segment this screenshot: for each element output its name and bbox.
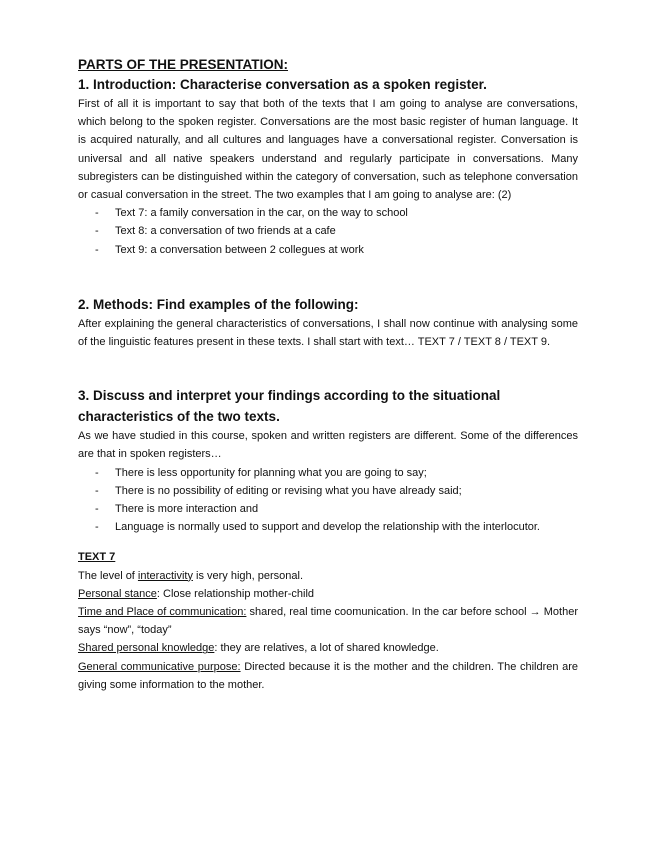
list-item-text: Language is normally used to support and develop the relationship with the interlocutor.	[115, 521, 540, 534]
text7-time-after: shared, real time coomunication. In the car before school → Mother says “now”, “today”	[78, 606, 578, 637]
text7-time	[78, 603, 578, 639]
list-item	[78, 222, 578, 240]
bullet-dash: -	[95, 466, 99, 479]
text7-knowledge	[78, 639, 578, 657]
bullet-dash: -	[95, 225, 99, 238]
text7-purpose	[78, 658, 578, 694]
bullet-dash: -	[95, 243, 99, 256]
list-item-text: There is less opportunity for planning what you are going to say;	[115, 466, 427, 479]
section-1-list	[78, 204, 578, 259]
text7-interactivity-after: is very high, personal.	[192, 569, 304, 582]
text7-heading-label: TEXT 7	[78, 551, 116, 564]
bullet-dash: -	[95, 207, 99, 220]
section-3-list	[78, 464, 578, 537]
section-3-heading: 3. Discuss and interpret your findings according to the situational characteristics of the two texts.	[78, 388, 501, 425]
list-item	[78, 500, 578, 518]
text7-time-term: Time and Place of communication:	[78, 606, 247, 619]
list-item	[78, 482, 578, 500]
text7-stance-after: : Close relationship mother-child	[156, 587, 315, 600]
text7-purpose-term: General communicative purpose:	[78, 660, 241, 673]
text7-knowledge-after: : they are relatives, a lot of shared knowledge.	[214, 642, 439, 655]
section-2-heading: 2. Methods: Find examples of the following:	[78, 296, 359, 312]
text7-purpose-after: Directed because it is the mother and the children. The children are giving some information to the mother.	[78, 660, 578, 691]
spacer	[78, 259, 578, 294]
section-2-paragraph: After explaining the general characteristics of conversations, I shall now continue with analysing some of the linguistic features present in these texts. I shall start with text… TEXT 7 / TEXT 8 / TEXT 9.	[78, 317, 578, 349]
bullet-dash: -	[95, 521, 99, 534]
bullet-dash: -	[95, 503, 99, 516]
list-item	[78, 204, 578, 222]
document-title: PARTS OF THE PRESENTATION:	[78, 57, 289, 72]
spacer	[78, 351, 578, 385]
list-item-text: Text 9: a conversation between 2 collegues at work	[115, 243, 364, 256]
list-item-text: There is no possibility of editing or revising what you have already said;	[115, 484, 462, 497]
text7-interactivity-before: The level of	[78, 569, 138, 582]
section-1-paragraph: First of all it is important to say that both of the texts that I am going to analyse are conversations, which belong to the spoken register. Conversations are the most basic register of human language. It is acquired naturally, and all cultures and languages have a conversational register. Conversation is universal and all native speakers understand and regularly participate in conversations. Many subregisters can be distinguished within the category of conversation, such as telephone conversation or casual conversation in the street. The two examples that I am going to analyse are: (2)	[78, 98, 578, 202]
section-3-paragraph: As we have studied in this course, spoken and written registers are different. Some of the differences are that in spoken registers…	[78, 430, 578, 461]
list-item	[78, 241, 578, 259]
list-item	[78, 464, 578, 482]
text7-interactivity	[78, 567, 578, 585]
document-page	[78, 56, 578, 694]
text7-heading	[78, 548, 578, 566]
text7-stance-term: Personal stance	[78, 587, 157, 600]
list-item-text: There is more interaction and	[115, 503, 259, 516]
spacer	[78, 536, 578, 548]
section-1-heading: 1. Introduction: Characterise conversation as a spoken register.	[78, 77, 487, 92]
list-item-text: Text 7: a family conversation in the car, on the way to school	[115, 207, 408, 220]
bullet-dash: -	[95, 484, 99, 497]
text7-stance	[78, 585, 578, 603]
text7-interactivity-term: interactivity	[137, 569, 193, 582]
list-item-text: Text 8: a conversation of two friends at a cafe	[115, 225, 336, 238]
list-item	[78, 518, 578, 536]
text7-knowledge-term: Shared personal knowledge	[78, 642, 215, 655]
